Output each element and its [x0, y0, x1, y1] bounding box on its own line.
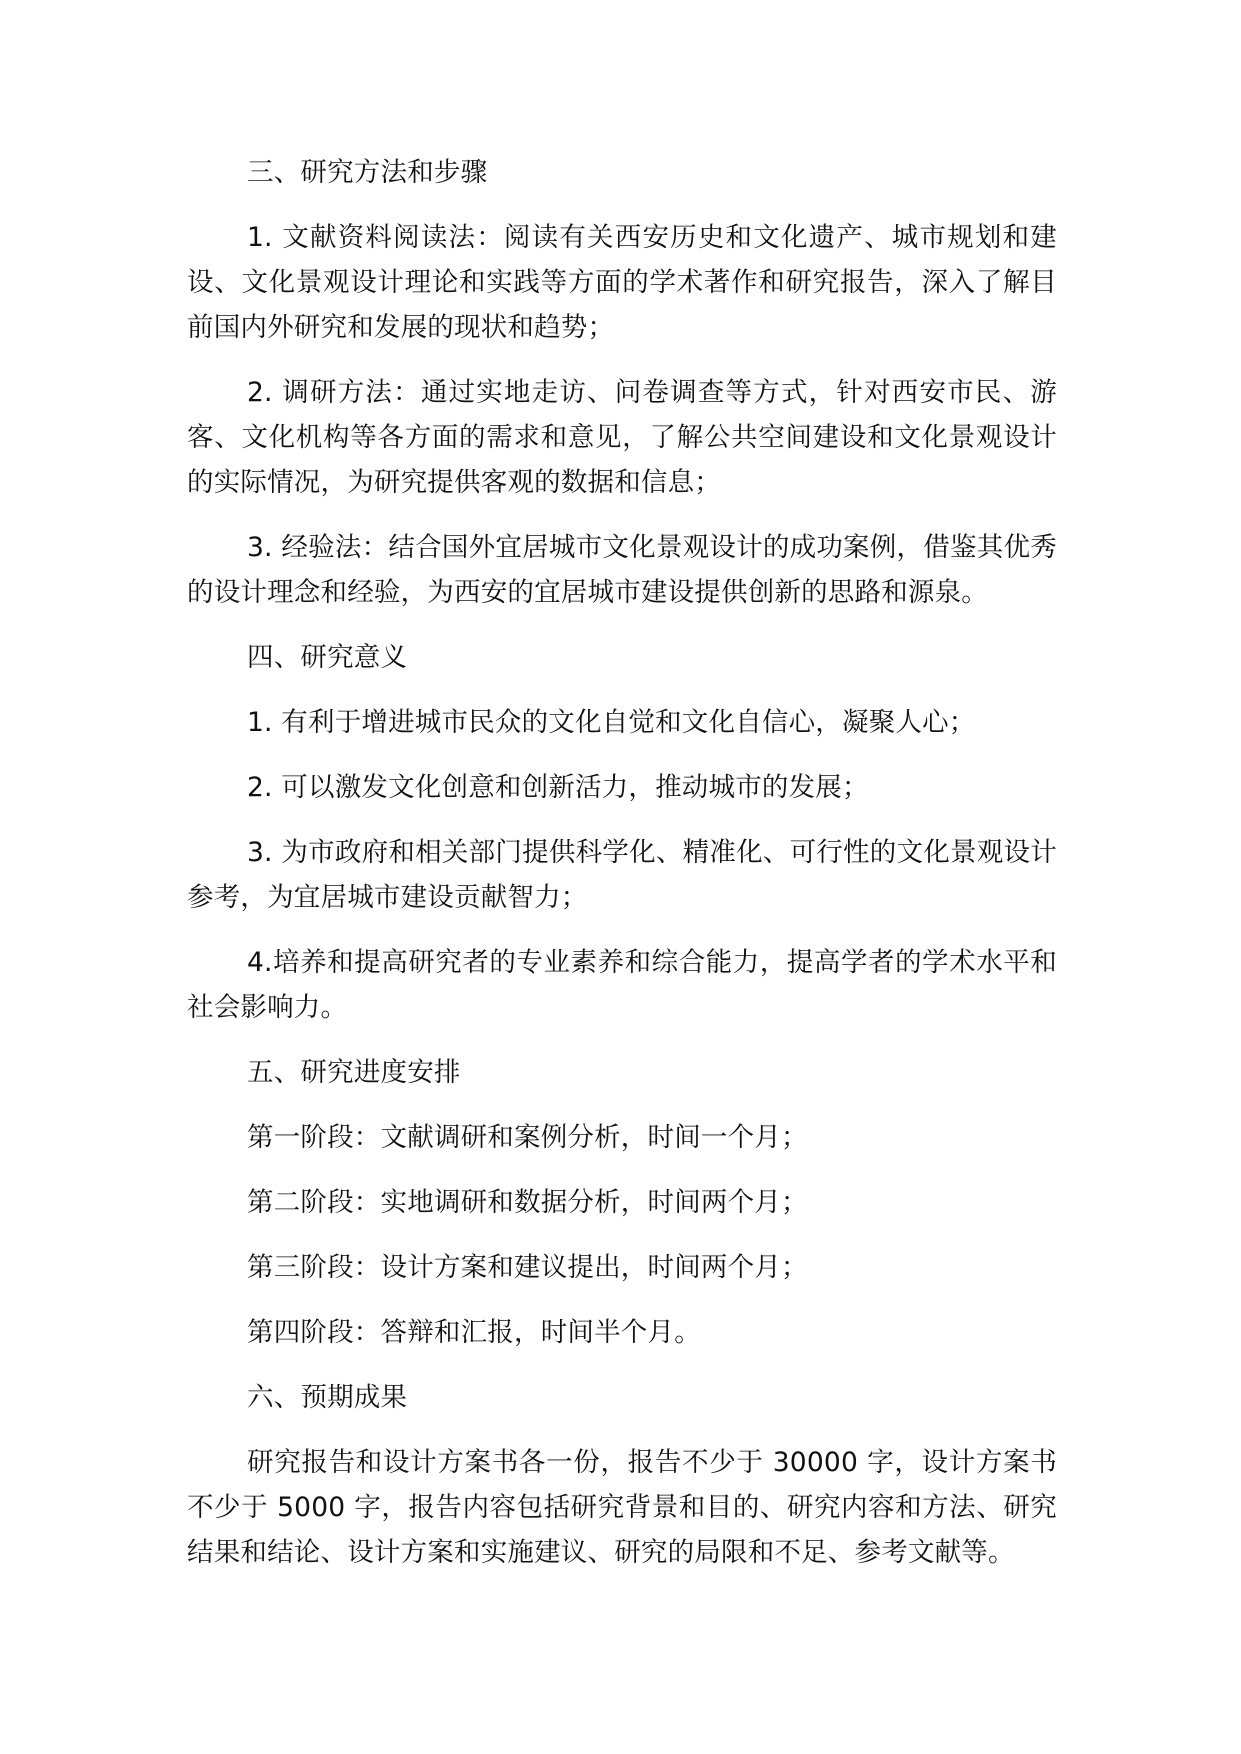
method-item-3: 3. 经验法：结合国外宜居城市文化景观设计的成功案例，借鉴其优秀的设计理念和经验，为西安的宜居城市建设提供创新的思路和源泉。 — [187, 532, 1057, 608]
significance-item-2: 2. 可以激发文化创意和创新活力，推动城市的发展； — [247, 772, 869, 803]
section-heading-schedule: 五、研究进度安排 — [247, 1057, 461, 1088]
outcomes-text: 研究报告和设计方案书各一份，报告不少于 30000 字，设计方案书不少于 5000 字，报告内容包括研究背景和目的、研究内容和方法、研究结果和结论、设计方案和实施建议、研究的局限和不足、参考文献等。 — [187, 1447, 1057, 1568]
schedule-stage-1: 第一阶段：文献调研和案例分析，时间一个月； — [247, 1122, 808, 1153]
schedule-stage-4: 第四阶段：答辩和汇报，时间半个月。 — [247, 1317, 701, 1348]
significance-item-1: 1. 有利于增进城市民众的文化自觉和文化自信心，凝聚人心； — [247, 707, 976, 738]
section-heading-significance: 四、研究意义 — [247, 642, 408, 673]
significance-item-3: 3. 为市政府和相关部门提供科学化、精准化、可行性的文化景观设计参考，为宜居城市建设贡献智力； — [187, 837, 1057, 913]
document-body — [187, 150, 1057, 1575]
section-heading-methods: 三、研究方法和步骤 — [247, 157, 488, 188]
method-item-2: 2. 调研方法：通过实地走访、问卷调查等方式，针对西安市民、游客、文化机构等各方面的需求和意见，了解公共空间建设和文化景观设计的实际情况，为研究提供客观的数据和信息； — [187, 377, 1057, 498]
schedule-stage-3: 第三阶段：设计方案和建议提出，时间两个月； — [247, 1252, 808, 1283]
significance-item-4: 4.培养和提高研究者的专业素养和综合能力，提高学者的学术水平和社会影响力。 — [187, 947, 1057, 1023]
method-item-1: 1. 文献资料阅读法：阅读有关西安历史和文化遗产、城市规划和建设、文化景观设计理论和实践等方面的学术著作和研究报告，深入了解目前国内外研究和发展的现状和趋势； — [187, 222, 1057, 343]
section-heading-outcomes: 六、预期成果 — [247, 1382, 408, 1413]
schedule-stage-2: 第二阶段：实地调研和数据分析，时间两个月； — [247, 1187, 808, 1218]
